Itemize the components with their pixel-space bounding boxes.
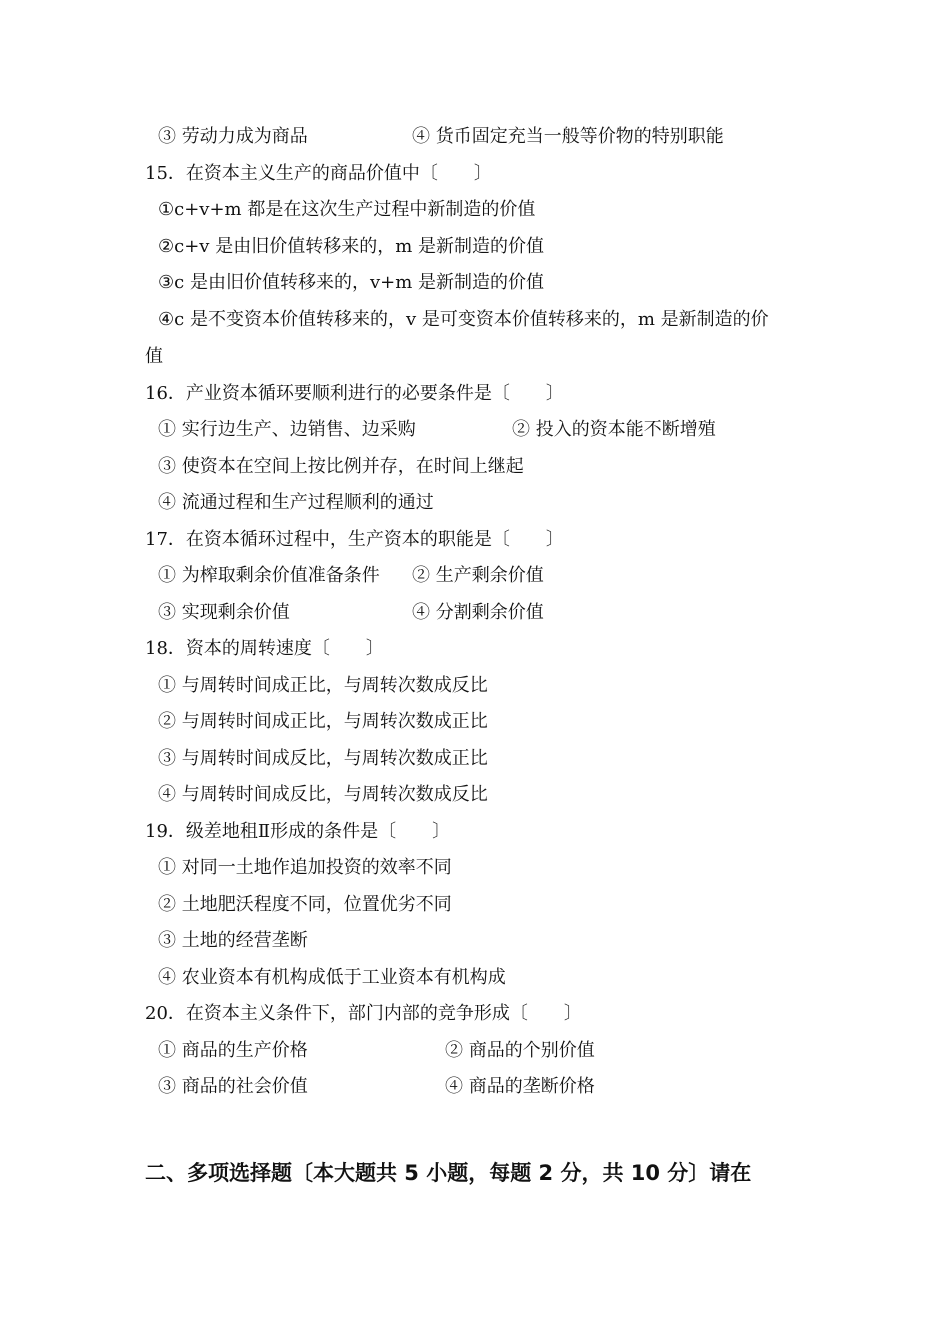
question-16: 16．产业资本循环要顺利进行的必要条件是〔 〕: [145, 383, 564, 404]
option-16-3: ③ 使资本在空间上按比例并存，在时间上继起: [158, 456, 524, 477]
section-heading-multiple-choice: 二、多项选择题〔本大题共 5 小题，每题 2 分，共 10 分〕请在: [145, 1161, 752, 1185]
option-20-3: ③ 商品的社会价值: [158, 1076, 308, 1097]
question-18: 18．资本的周转速度〔 〕: [145, 638, 384, 659]
option-17-2: ② 生产剩余价值: [412, 565, 544, 586]
option-17-1: ① 为榨取剩余价值准备条件: [158, 565, 380, 586]
option-16-4: ④ 流通过程和生产过程顺利的通过: [158, 492, 434, 513]
option-18-3: ③ 与周转时间成反比，与周转次数成正比: [158, 748, 488, 769]
option-19-1: ① 对同一土地作追加投资的效率不同: [158, 857, 452, 878]
question-15: 15．在资本主义生产的商品价值中〔 〕: [145, 163, 492, 184]
option-20-1: ① 商品的生产价格: [158, 1040, 308, 1061]
question-20: 20．在资本主义条件下，部门内部的竞争形成〔 〕: [145, 1003, 582, 1024]
option-15-2: ②c+v 是由旧价值转移来的，m 是新制造的价值: [158, 236, 544, 257]
option-17-3: ③ 实现剩余价值: [158, 602, 290, 623]
option-16-1: ① 实行边生产、边销售、边采购: [158, 419, 416, 440]
option-20-4: ④ 商品的垄断价格: [445, 1076, 595, 1097]
option-18-2: ② 与周转时间成正比，与周转次数成正比: [158, 711, 488, 732]
option-19-2: ② 土地肥沃程度不同，位置优劣不同: [158, 894, 452, 915]
option-14-4: ④ 货币固定充当一般等价物的特别职能: [412, 126, 724, 147]
option-16-2: ② 投入的资本能不断增殖: [512, 419, 716, 440]
option-19-3: ③ 土地的经营垄断: [158, 930, 308, 951]
option-14-3: ③ 劳动力成为商品: [158, 126, 308, 147]
question-17: 17．在资本循环过程中，生产资本的职能是〔 〕: [145, 529, 564, 550]
option-18-4: ④ 与周转时间成反比，与周转次数成反比: [158, 784, 488, 805]
question-19: 19．级差地租Ⅱ形成的条件是〔 〕: [145, 821, 451, 842]
option-15-3: ③c 是由旧价值转移来的，v+m 是新制造的价值: [158, 272, 544, 293]
option-19-4: ④ 农业资本有机构成低于工业资本有机构成: [158, 967, 506, 988]
option-15-4: ④c 是不变资本价值转移来的，v 是可变资本价值转移来的，m 是新制造的价: [158, 309, 769, 330]
option-20-2: ② 商品的个别价值: [445, 1040, 595, 1061]
option-15-1: ①c+v+m 都是在这次生产过程中新制造的价值: [158, 199, 536, 220]
option-15-4-continued: 值: [145, 346, 163, 367]
option-18-1: ① 与周转时间成正比，与周转次数成反比: [158, 675, 488, 696]
option-17-4: ④ 分割剩余价值: [412, 602, 544, 623]
